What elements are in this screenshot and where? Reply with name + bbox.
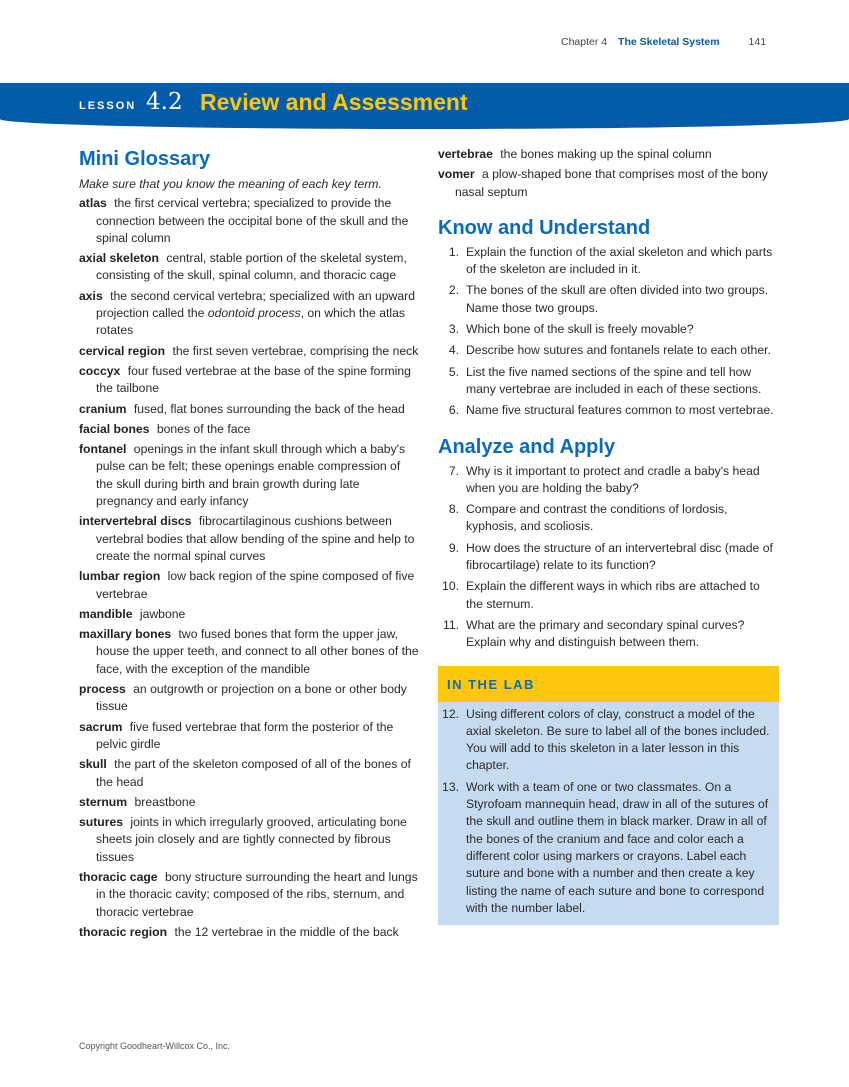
glossary-entry xyxy=(438,166,779,201)
glossary-definition: the second cervical vertebra; specialized with an upward projection called the xyxy=(96,288,415,321)
glossary-term: intervertebral discs xyxy=(79,514,192,529)
question-item xyxy=(438,578,779,613)
chapter-title: The Skeletal System xyxy=(618,36,720,48)
question-item xyxy=(438,244,779,279)
question-number: 9. xyxy=(448,540,459,555)
glossary-definition: four fused vertebrae at the base of the spine forming the tailbone xyxy=(96,363,411,396)
glossary-term: cranium xyxy=(79,401,127,416)
lesson-title: Review and Assessment xyxy=(200,89,468,115)
glossary-entry xyxy=(79,421,419,438)
glossary-term: maxillary bones xyxy=(79,627,172,642)
question-text: Using different colors of clay, construct a model of the axial skeleton. Be sure to label all of the bones included. You will add to this skeleton in a later lesson in this chapter. xyxy=(466,706,770,773)
glossary-term: fontanel xyxy=(79,442,127,457)
question-number: 11. xyxy=(442,617,459,632)
glossary-definition-italic: odontoid process xyxy=(207,306,301,321)
glossary-term: process xyxy=(79,682,126,697)
glossary-term: facial bones xyxy=(79,421,150,436)
glossary-entry xyxy=(79,441,419,510)
question-text: How does the structure of an intervertebral disc (made of fibrocartilage) relate to its function? xyxy=(466,540,773,573)
glossary-definition: the 12 vertebrae in the middle of the back xyxy=(174,924,399,939)
question-item xyxy=(438,706,779,775)
glossary-definition: the part of the skeleton composed of all of the bones of the head xyxy=(96,757,411,789)
glossary-definition: bony structure surrounding the heart and lungs in the thoracic cavity; composed of the ribs, sternum, and thoracic vertebrae xyxy=(96,869,418,919)
question-text: Explain the different ways in which ribs are attached to the sternum. xyxy=(466,579,760,611)
question-number: 4. xyxy=(448,343,459,358)
glossary-entry xyxy=(79,719,419,754)
glossary-term: sacrum xyxy=(79,719,123,734)
glossary-definition: bones of the face xyxy=(156,421,251,436)
glossary-term: mandible xyxy=(79,606,133,621)
question-item xyxy=(438,501,779,536)
running-header xyxy=(561,36,766,48)
question-number: 3. xyxy=(448,322,459,337)
glossary-entry xyxy=(438,146,779,163)
know-heading: Know and Understand xyxy=(438,216,651,239)
glossary-definition: central, stable portion of the skeletal system, consisting of the skull, spinal column, and thoracic cage xyxy=(96,251,407,283)
question-text: What are the primary and secondary spinal curves? Explain why and distinguish between them. xyxy=(466,617,745,650)
glossary-entry xyxy=(79,756,419,791)
question-text: Why is it important to protect and cradle a baby's head when you are holding the baby? xyxy=(466,463,760,495)
question-item xyxy=(438,402,779,419)
glossary-entry xyxy=(79,794,419,811)
glossary-term: skull xyxy=(79,757,107,772)
right-column xyxy=(438,146,779,925)
glossary-term: atlas xyxy=(79,196,107,211)
glossary-term: coccyx xyxy=(79,363,121,378)
glossary-entry xyxy=(79,513,419,565)
glossary-definition: breastbone xyxy=(134,794,196,809)
question-item xyxy=(438,463,779,498)
glossary-entry xyxy=(79,869,419,921)
glossary-entry xyxy=(79,288,419,340)
chapter-label: Chapter 4 xyxy=(561,36,608,48)
question-text: List the five named sections of the spine and tell how many vertebrae are included in each of these sections. xyxy=(466,364,762,396)
question-item xyxy=(438,540,779,575)
glossary-entry xyxy=(79,681,419,716)
glossary-term: axial skeleton xyxy=(79,251,159,266)
question-item xyxy=(438,617,779,652)
question-number: 10. xyxy=(442,579,459,594)
question-item xyxy=(438,282,779,317)
question-text: The bones of the skull are often divided into two groups. Name those two groups. xyxy=(466,283,769,315)
question-number: 7. xyxy=(448,463,459,478)
question-number: 6. xyxy=(448,403,459,418)
glossary-definition: , on which the atlas rotates xyxy=(96,306,405,338)
question-item xyxy=(438,364,779,399)
question-item xyxy=(438,779,779,917)
glossary-term: lumbar region xyxy=(79,569,161,584)
glossary-entry xyxy=(79,401,419,418)
glossary-definition: openings in the infant skull through which a baby's pulse can be felt; these openings enable compression of the skull during birth and brain growth during late pregnancy and early infancy xyxy=(96,442,406,509)
glossary-heading: Mini Glossary xyxy=(79,148,211,170)
glossary-entry xyxy=(79,568,419,603)
glossary-entry xyxy=(79,606,419,623)
glossary-entry xyxy=(79,626,419,678)
glossary-term: thoracic cage xyxy=(79,869,158,884)
glossary-term: cervical region xyxy=(79,343,166,358)
glossary-definition: a plow-shaped bone that comprises most of the bony nasal septum xyxy=(455,167,768,199)
analyze-heading: Analyze and Apply xyxy=(438,435,616,458)
question-number: 13. xyxy=(442,779,459,794)
glossary-entry xyxy=(79,250,419,285)
question-text: Work with a team of one or two classmates. On a Styrofoam mannequin head, draw in all of the sutures of the skull and outline them in black marker. Draw in all of the bones of the cranium and face and color each a different color using markers or crayons. Label each suture and bone with a number and then create a key listing the name of each suture and bone to correspond with the number label. xyxy=(466,779,769,915)
glossary-definition: two fused bones that form the upper jaw, house the upper teeth, and connect to all other bones of the face, with the exception of the mandible xyxy=(96,627,419,676)
glossary-intro: Make sure that you know the meaning of each key term. xyxy=(79,177,382,191)
glossary-definition: five fused vertebrae that form the posterior of the pelvic girdle xyxy=(96,719,394,751)
question-number: 8. xyxy=(448,502,459,517)
lesson-banner xyxy=(0,83,849,129)
glossary-definition: the first seven vertebrae, comprising the neck xyxy=(172,343,419,358)
question-text: Explain the function of the axial skeleton and which parts of the skeleton are included in it. xyxy=(466,244,773,277)
glossary-definition: joints in which irregularly grooved, articulating bone sheets join closely and are tightly connected by fibrous tissues xyxy=(96,815,407,864)
glossary-term: thoracic region xyxy=(79,924,168,939)
page-number: 141 xyxy=(748,36,767,48)
glossary-column xyxy=(79,146,419,944)
glossary-entry xyxy=(79,363,419,398)
question-number: 1. xyxy=(448,244,459,259)
glossary-entry xyxy=(79,814,419,866)
glossary-definition: fused, flat bones surrounding the back of the head xyxy=(133,401,405,416)
glossary-definition: the bones making up the spinal column xyxy=(500,147,712,161)
question-item xyxy=(438,342,779,359)
lesson-label: LESSON xyxy=(79,100,137,112)
glossary-definition: jawbone xyxy=(139,606,186,621)
glossary-definition: fibrocartilaginous cushions between vertebral bodies that allow bending of the spine and help to create the normal spinal curves xyxy=(96,514,415,563)
glossary-term: axis xyxy=(79,288,103,303)
question-item xyxy=(438,321,779,338)
question-number: 12. xyxy=(442,706,459,721)
in-the-lab-box xyxy=(438,666,779,926)
glossary-entry xyxy=(79,924,419,941)
question-text: Compare and contrast the conditions of lordosis, kyphosis, and scoliosis. xyxy=(466,502,728,534)
lab-heading: IN THE LAB xyxy=(438,666,779,702)
glossary-term: vomer xyxy=(438,167,475,182)
glossary-term: vertebrae xyxy=(438,147,493,161)
question-number: 2. xyxy=(448,283,459,298)
question-number: 5. xyxy=(448,364,459,379)
lesson-number: 4.2 xyxy=(146,89,183,115)
question-text: Name five structural features common to most vertebrae. xyxy=(466,403,774,418)
glossary-definition: low back region of the spine composed of five vertebrae xyxy=(96,569,415,601)
question-text: Which bone of the skull is freely movable? xyxy=(466,322,694,337)
glossary-term: sutures xyxy=(79,815,124,830)
glossary-definition: the first cervical vertebra; specialized to provide the connection between the occipital bone of the skull and the spinal column xyxy=(96,196,409,245)
glossary-entry xyxy=(79,195,419,247)
glossary-term: sternum xyxy=(79,794,128,809)
glossary-entry xyxy=(79,343,419,360)
glossary-definition: an outgrowth or projection on a bone or other body tissue xyxy=(96,682,407,714)
question-text: Describe how sutures and fontanels relate to each other. xyxy=(466,343,771,358)
copyright: Copyright Goodheart-Willcox Co., Inc. xyxy=(79,1041,231,1051)
